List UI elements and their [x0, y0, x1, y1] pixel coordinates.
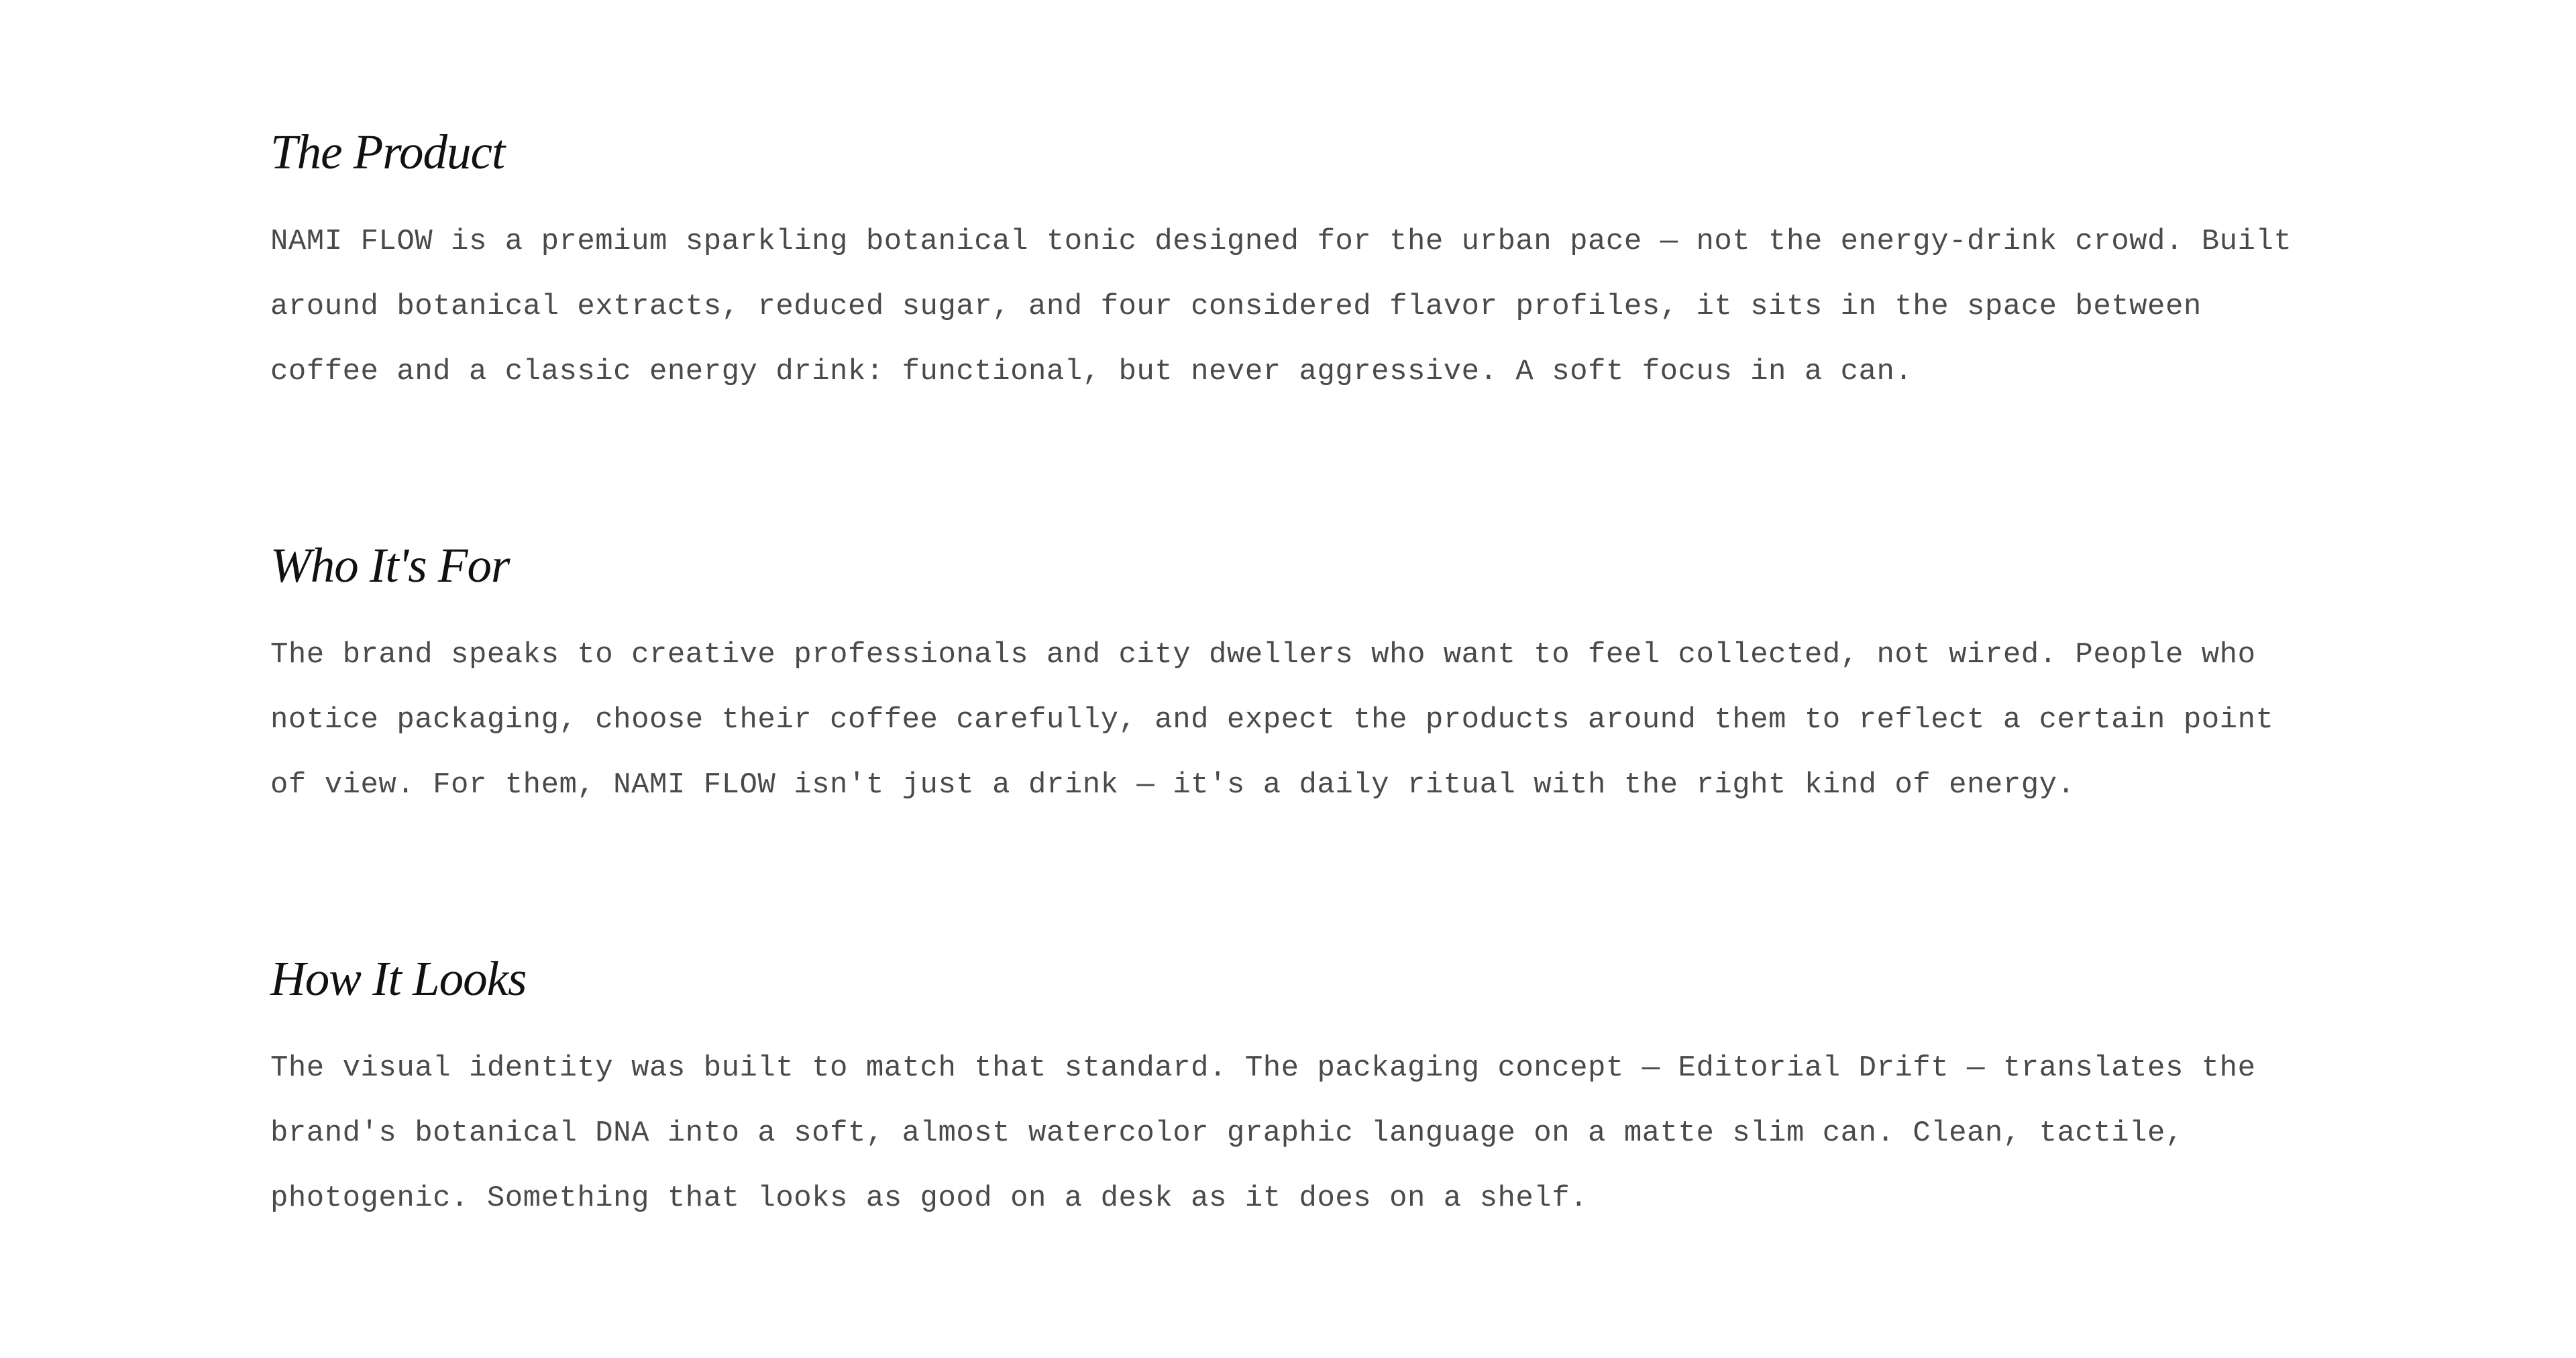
section-title: Who It's For: [270, 538, 510, 592]
section-body: The brand speaks to creative professionals and city dwellers who want to feel collected, not wired. People who notice packaging, choose their coffee carefully, and expect the products around them to reflect a certain point of view. For them, NAMI FLOW isn't just a drink — it's a daily ritual with the right kind of energy.: [270, 638, 2274, 802]
section-how-it-looks: [270, 949, 2323, 1231]
section-body: The visual identity was built to match that standard. The packaging concept — Editorial Drift — translates the brand's botanical DNA into a soft, almost watercolor graphic language on a matte slim can. Clean, tactile, photogenic. Something that looks as good on a desk as it does on a shelf.: [270, 1051, 2256, 1215]
section-body: NAMI FLOW is a premium sparkling botanical tonic designed for the urban pace — not the energy-drink crowd. Built around botanical extracts, reduced sugar, and four considered flavor profiles, it sits in the space between coffee and a classic energy drink: functional, but never aggressive. A soft focus in a can.: [270, 225, 2292, 388]
section-title: How It Looks: [270, 951, 527, 1006]
section-title: The Product: [270, 125, 505, 179]
section-the-product: [270, 122, 2323, 405]
section-who-its-for: [270, 535, 2323, 818]
